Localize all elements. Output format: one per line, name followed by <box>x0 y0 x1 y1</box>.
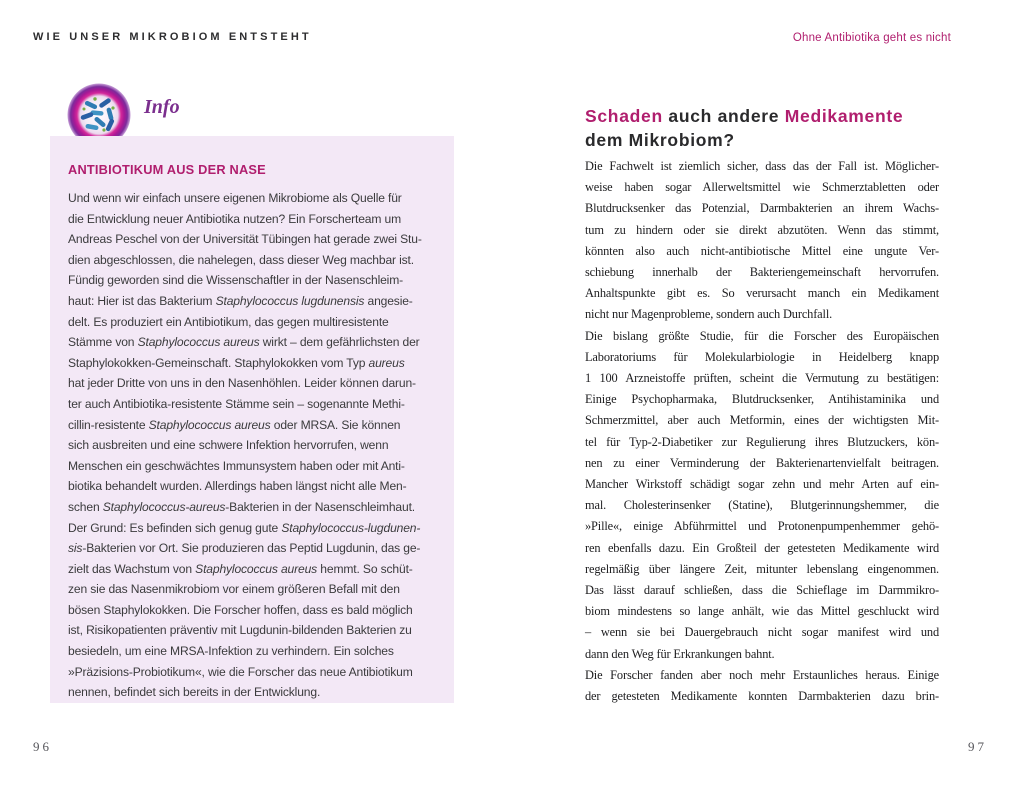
text-line: Stämme von Staphylococcus aureus wirkt – dem gefährlichsten der <box>68 335 420 350</box>
text-line: ren ebenfalls dazu. Ein Großteil der getesteten Medikamente wird <box>585 540 939 555</box>
text-line: Der Grund: Es befinden sich genug gute Staphylococcus-lugdunen- <box>68 520 421 535</box>
text-line: regelmäßig über längere Zeit, mitunter lebenslang eingenommen. <box>585 561 939 576</box>
running-head-left: WIE UNSER MIKROBIOM ENTSTEHT <box>33 31 312 43</box>
text-line: Laboratoriums für Molekularbiologie in Heidelberg knapp <box>585 349 939 364</box>
text-line: nicht nur Magenprobleme, sondern auch Durchfall. <box>585 307 833 322</box>
text-line: Die Fachwelt ist ziemlich sicher, dass das der Fall ist. Möglicher- <box>585 159 939 173</box>
text-line: Menschen ein geschwächtes Immunsystem haben oder mit Anti- <box>68 458 405 473</box>
body-text <box>585 156 939 707</box>
section-heading <box>585 104 903 152</box>
text-line: biotika behandelt wurden. Allerdings haben längst nicht alle Men- <box>68 479 407 494</box>
text-line: sich ausbreiten und eine schwere Infektion hervorrufen, wenn <box>68 438 389 453</box>
text-line: Mancher Wirkstoff schädigt sogar zehn und mehr Arten auf ein- <box>585 477 939 492</box>
text-line: delt. Es produziert ein Antibiotikum, das gegen multiresistente <box>68 314 389 329</box>
text-line: Staphylokokken-Gemeinschaft. Staphylokokken vom Typ aureus <box>68 355 405 370</box>
info-box-text <box>68 188 438 703</box>
text-line: Fündig geworden sind die Wissenschaftler in der Nasenschleim- <box>68 273 404 288</box>
text-line: ter auch Antibiotika-resistente Stämme sein – sogenannte Methi- <box>68 396 405 411</box>
text-line: Das lässt darauf schließen, dass die Schieflage im Darmmikro- <box>585 583 939 598</box>
text-line: cillin-resistente Staphylococcus aureus oder MRSA. Sie können <box>68 417 401 432</box>
text-line: Andreas Peschel von der Universität Tübingen hat gerade zwei Stu- <box>68 232 422 247</box>
text-line: tel für Typ-2-Diabetiker zur Regulierung ihres Blutzuckers, kön- <box>585 434 939 449</box>
info-box-title: ANTIBIOTIKUM AUS DER NASE <box>68 162 266 177</box>
text-line: mal. Cholesterinsenker (Statine), Blutgerinnungshemmer, die <box>585 498 939 513</box>
text-line: Und wenn wir einfach unsere eigenen Mikrobiome als Quelle für <box>68 191 402 205</box>
heading-line: Schaden auch andere Medikamente <box>585 106 904 126</box>
info-box <box>50 136 454 703</box>
text-line: nennen, befindet sich bereits in der Entwicklung. <box>68 685 321 700</box>
info-label: Info <box>144 96 180 118</box>
text-line: – wenn sie bei Dauergebrauch nicht sogar manifest wird und <box>585 625 939 640</box>
page-number-left: 96 <box>33 739 52 754</box>
text-line: Die bislang größte Studie, für die Forscher des Europäischen <box>585 328 939 343</box>
page-number-right: 97 <box>968 739 987 754</box>
text-line: zielt das Wachstum von Staphylococcus aureus hemmt. So schüt- <box>68 561 413 576</box>
running-head-right: Ohne Antibiotika geht es nicht <box>792 32 951 44</box>
text-line: Einige Psychopharmaka, Blutdrucksenker, Antihistaminika und <box>585 392 939 407</box>
text-line: biom mindestens so lange anhält, wie das Mittel geschluckt wird <box>585 604 939 619</box>
text-line: der getesteten Medikamente konnten Darmbakterien dazu brin- <box>585 689 939 704</box>
text-line: dien abgeschlossen, die nahelegen, dass dieser Weg machbar ist. <box>68 252 414 267</box>
text-line: zen sie das Nasenmikrobiom vor einem größeren Befall mit den <box>68 582 400 597</box>
text-line: Anhaltspunkte gibt es. So verursacht manch ein Medikament <box>585 286 939 301</box>
text-line: könnten also auch nicht-antibiotische Mittel eine ungute Ver- <box>585 243 939 258</box>
text-line: »Präzisions-Probiotikum«, wie die Forscher das neue Antibiotikum <box>68 664 413 679</box>
text-line: bösen Staphylokokken. Die Forscher hoffen, dass es bald möglich <box>68 602 413 617</box>
text-line: ist, Risikopatienten präventiv mit Lugdunin-bildenden Bakterien zu <box>68 623 412 638</box>
heading-line: dem Mikrobiom? <box>585 130 735 150</box>
text-line: »Pille«, einige Abführmittel und Protonenpumpenhemmer gehö- <box>585 519 939 534</box>
text-line: die Entwicklung neuer Antibiotika nutzen? Ein Forscherteam um <box>68 211 402 226</box>
text-line: haut: Hier ist das Bakterium Staphylococcus lugdunensis angesie- <box>68 293 413 308</box>
text-line: sis-Bakterien vor Ort. Sie produzieren das Peptid Lugdunin, das ge- <box>68 541 421 556</box>
text-line: nen zu einer Verminderung der Bakterienartenvielfalt beitragen. <box>585 455 939 470</box>
text-line: 1 100 Arzneistoffe prüften, scheint die Vermutung zu bestätigen: <box>585 371 939 386</box>
text-line: schen Staphylococcus-aureus-Bakterien in der Nasenschleimhaut. <box>68 499 415 514</box>
text-line: schiebung innerhalb der Bakteriengemeinschaft hervorrufen. <box>585 265 939 280</box>
text-line: Blutdrucksenker das Potenzial, Darmbakterien an ihrem Wachs- <box>585 201 939 216</box>
text-line: Die Forscher fanden aber noch mehr Erstaunliches heraus. Einige <box>585 667 939 682</box>
text-line: hat jeder Dritte von uns in den Nasenhöhlen. Leider können darun- <box>68 376 416 391</box>
text-line: besiedeln, um eine MRSA-Infektion zu verhindern. Ein solches <box>68 644 394 659</box>
text-line: dann den Weg für Erkrankungen bahnt. <box>585 646 775 661</box>
text-line: tum zu hindern oder sie direkt abzutöten. Wenn das stimmt, <box>585 222 939 237</box>
text-line: Schmerzmittel, aber auch Metformin, eines der wichtigsten Mit- <box>585 413 939 428</box>
text-line: weise haben sogar Allerweltsmittel wie Schmerztabletten oder <box>585 180 939 195</box>
